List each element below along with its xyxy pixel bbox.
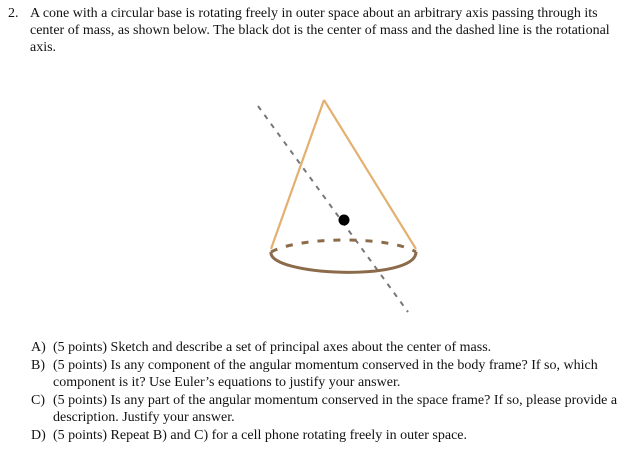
- part-c: [31, 392, 627, 427]
- rotation-axis: [258, 106, 408, 312]
- part-d-label: D): [31, 427, 46, 443]
- cone-base-back: [271, 240, 416, 252]
- question-parts: [31, 339, 627, 445]
- question-stem: A cone with a circular base is rotating freely in outer space about an arbitrary axis passing through its center of mass, as shown below. The black dot is the center of mass and the dashed line is the rotational axis.: [30, 6, 610, 55]
- part-c-label: C): [31, 392, 45, 408]
- part-d: [31, 427, 627, 445]
- cone-figure: [240, 92, 440, 320]
- center-of-mass-dot: [339, 215, 350, 226]
- question-number: 2.: [8, 6, 19, 21]
- part-d-text: (5 points) Repeat B) and C) for a cell phone rotating freely in outer space.: [53, 427, 468, 443]
- part-b-text: (5 points) Is any component of the angular momentum conserved in the body frame? If so, which component is it? Use Euler’s equations to justify your answer.: [53, 357, 598, 391]
- cone-right-edge: [324, 100, 416, 249]
- part-b-label: B): [31, 357, 45, 373]
- part-b: [31, 357, 627, 392]
- cone-left-edge: [271, 100, 324, 249]
- part-c-text: (5 points) Is any part of the angular momentum conserved in the space frame? If so, please provide a description. Justify your answer.: [53, 392, 618, 426]
- part-a-text: (5 points) Sketch and describe a set of principal axes about the center of mass.: [53, 340, 492, 355]
- part-a: [31, 339, 627, 357]
- part-a-label: A): [31, 340, 46, 355]
- cone-base-front: [271, 252, 416, 272]
